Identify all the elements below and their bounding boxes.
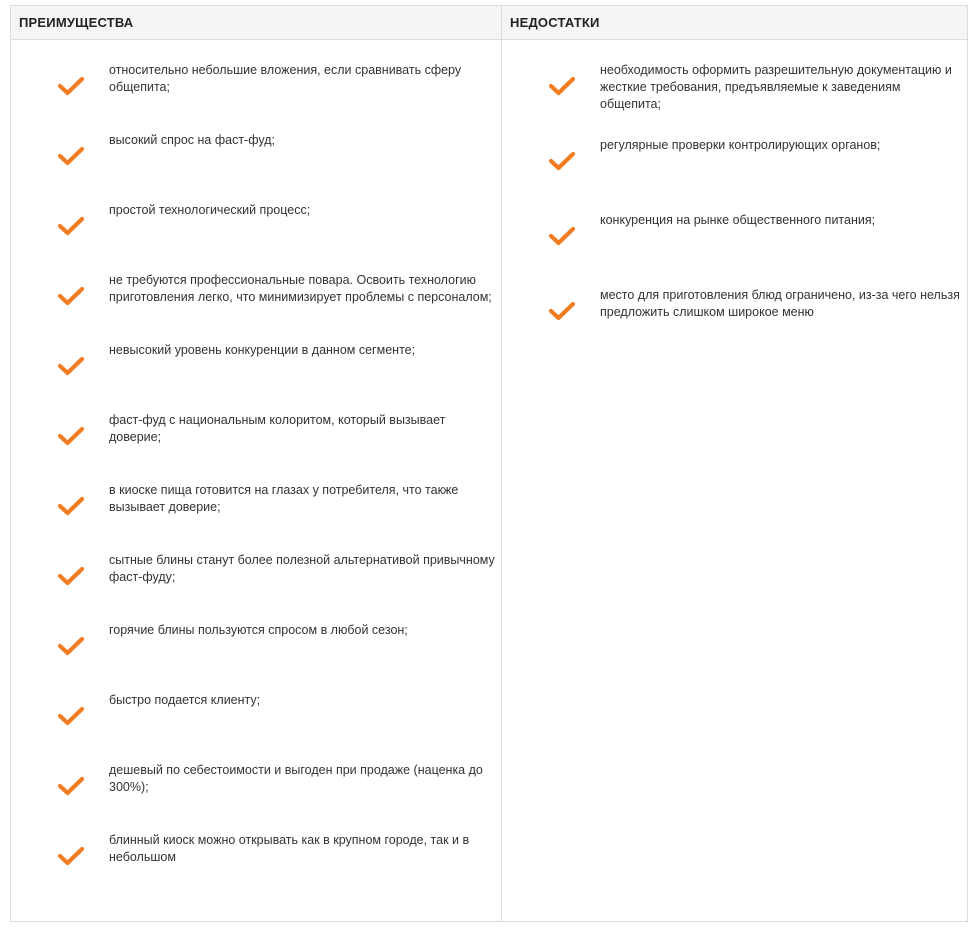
advantage-item bbox=[11, 132, 501, 192]
advantage-item bbox=[11, 412, 501, 472]
check-icon bbox=[57, 705, 85, 727]
check-icon bbox=[57, 355, 85, 377]
check-icon bbox=[57, 845, 85, 867]
advantage-item-text: относительно небольшие вложения, если сравнивать сферу общепита; bbox=[109, 63, 462, 94]
disadvantage-item bbox=[502, 212, 967, 272]
check-icon bbox=[57, 145, 85, 167]
check-icon bbox=[548, 225, 576, 247]
advantage-item bbox=[11, 832, 501, 892]
advantages-column bbox=[11, 6, 502, 921]
check-icon bbox=[548, 300, 576, 322]
disadvantage-item bbox=[502, 62, 967, 122]
advantages-header: ПРЕИМУЩЕСТВА bbox=[11, 6, 501, 40]
check-icon bbox=[548, 75, 576, 97]
disadvantage-item-text: место для приготовления блюд ограничено, из-за чего нельзя предложить слишком широкое меню bbox=[600, 288, 960, 319]
advantage-item bbox=[11, 272, 501, 332]
advantage-item-text: быстро подается клиенту; bbox=[109, 693, 261, 707]
disadvantage-item-text: необходимость оформить разрешительную документацию и жесткие требования, предъявляемые к заведениям общепита; bbox=[600, 63, 952, 111]
disadvantage-item-text: регулярные проверки контролирующих органов; bbox=[600, 138, 881, 152]
check-icon bbox=[57, 75, 85, 97]
advantage-item-text: сытные блины станут более полезной альтернативой привычному фаст-фуду; bbox=[109, 553, 495, 584]
advantage-item-text: горячие блины пользуются спросом в любой сезон; bbox=[109, 623, 408, 637]
advantage-item-text: высокий спрос на фаст-фуд; bbox=[109, 133, 275, 147]
disadvantage-item bbox=[502, 137, 967, 197]
advantage-item bbox=[11, 62, 501, 122]
advantage-item-text: блинный киоск можно открывать как в крупном городе, так и в небольшом bbox=[109, 833, 470, 864]
advantage-item bbox=[11, 622, 501, 682]
advantage-item bbox=[11, 552, 501, 612]
disadvantage-item bbox=[502, 287, 967, 347]
advantage-item bbox=[11, 482, 501, 542]
disadvantage-item-text: конкуренция на рынке общественного питания; bbox=[600, 213, 876, 227]
advantage-item-text: фаст-фуд с национальным колоритом, который вызывает доверие; bbox=[109, 413, 446, 444]
pros-cons-table bbox=[10, 5, 968, 922]
check-icon bbox=[57, 425, 85, 447]
check-icon bbox=[57, 635, 85, 657]
disadvantages-header: НЕДОСТАТКИ bbox=[502, 6, 967, 40]
advantage-item-text: простой технологический процесс; bbox=[109, 203, 311, 217]
advantage-item bbox=[11, 762, 501, 822]
advantage-item-text: не требуются профессиональные повара. Освоить технологию приготовления легко, что минимизирует проблемы с персоналом; bbox=[109, 273, 492, 304]
advantage-item bbox=[11, 342, 501, 402]
check-icon bbox=[57, 495, 85, 517]
advantage-item bbox=[11, 692, 501, 752]
check-icon bbox=[548, 150, 576, 172]
advantage-item-text: дешевый по себестоимости и выгоден при продаже (наценка до 300%); bbox=[109, 763, 483, 794]
disadvantages-column bbox=[502, 6, 967, 921]
check-icon bbox=[57, 285, 85, 307]
check-icon bbox=[57, 215, 85, 237]
check-icon bbox=[57, 775, 85, 797]
check-icon bbox=[57, 565, 85, 587]
advantage-item-text: в киоске пища готовится на глазах у потребителя, что также вызывает доверие; bbox=[109, 483, 459, 514]
advantage-item bbox=[11, 202, 501, 262]
advantage-item-text: невысокий уровень конкуренции в данном сегменте; bbox=[109, 343, 416, 357]
